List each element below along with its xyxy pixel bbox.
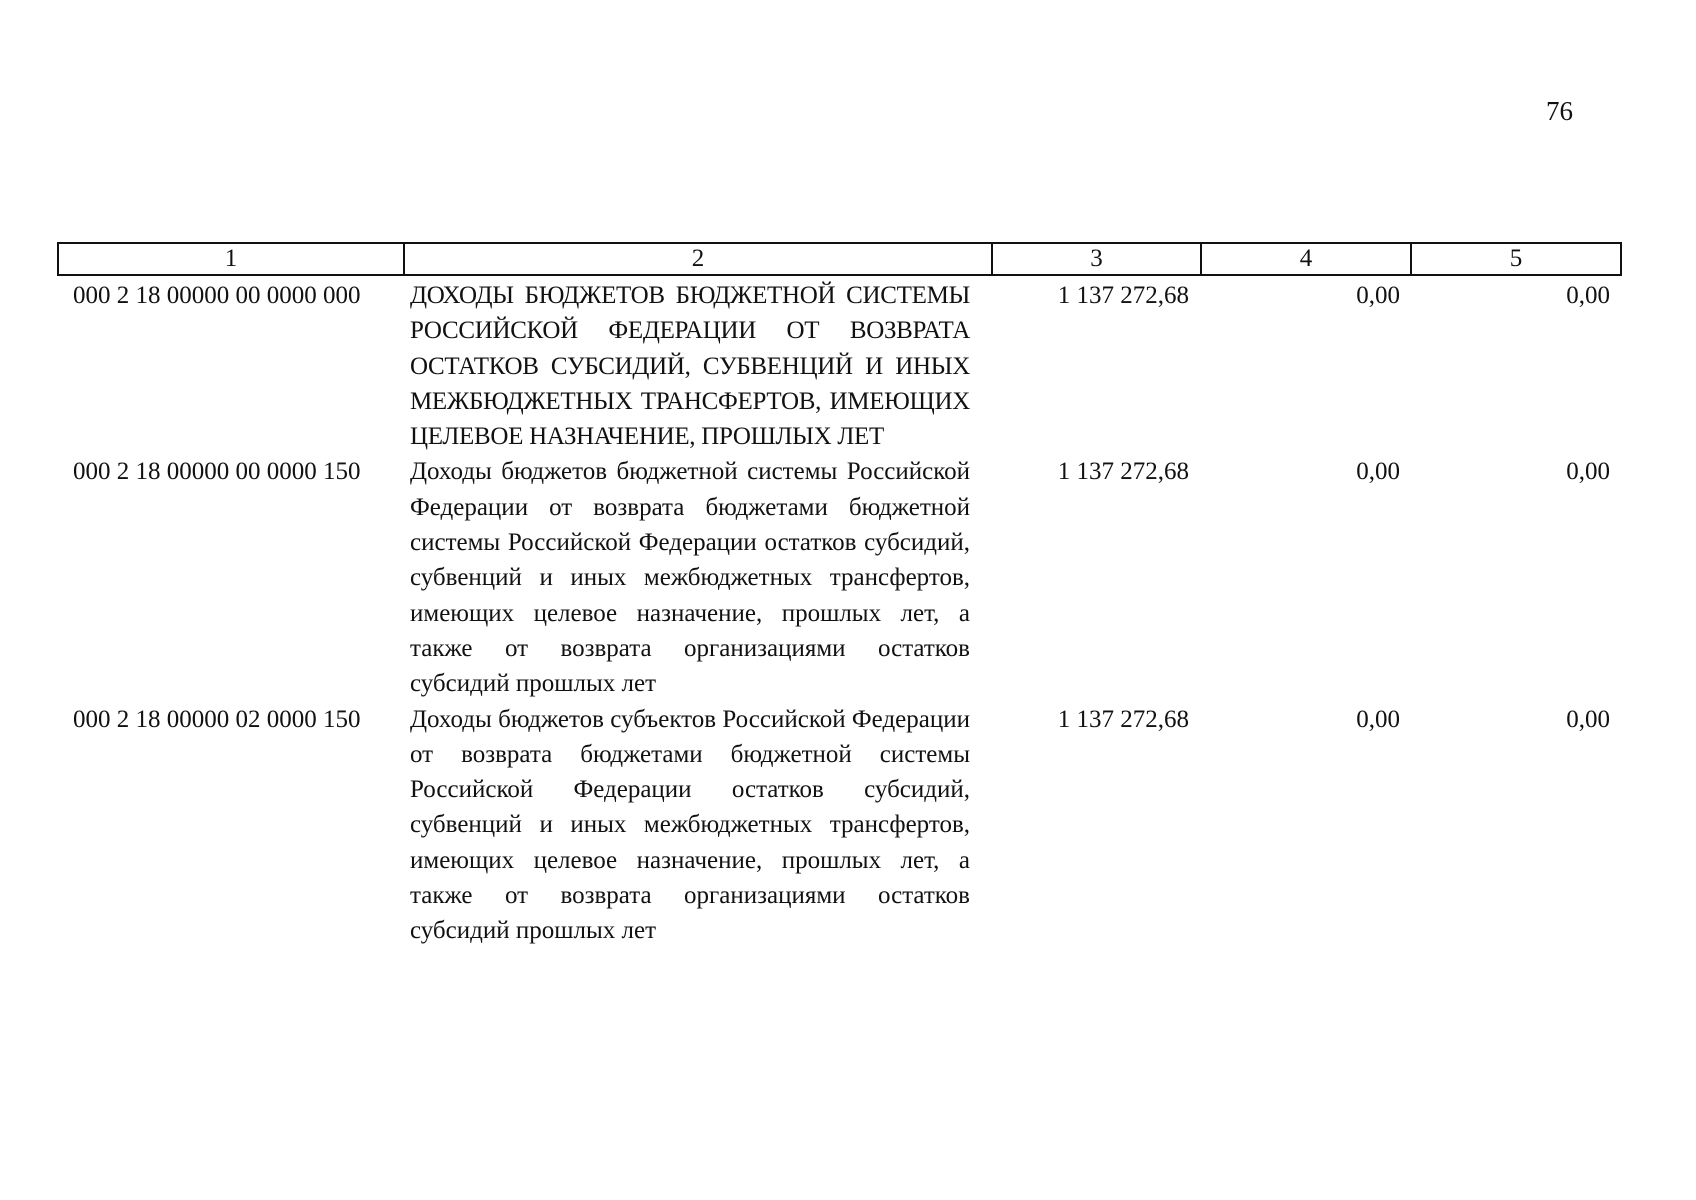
amount-col3-cell: 1 137 272,68 <box>1057 705 1189 733</box>
budget-code-cell: 000 2 18 00000 00 0000 150 <box>73 458 361 486</box>
amount-col5-cell: 0,00 <box>1566 282 1610 309</box>
amount-col5-cell: 0,00 <box>1566 705 1610 733</box>
column-header-3: 3 <box>992 243 1201 275</box>
column-header-2: 2 <box>404 243 992 275</box>
page-number: 76 <box>1546 96 1573 126</box>
column-header-4: 4 <box>1201 243 1411 275</box>
amount-col4-cell: 0,00 <box>1356 282 1400 309</box>
column-header-1: 1 <box>58 243 404 275</box>
table-header-row <box>58 243 1621 275</box>
income-name-cell: Доходы бюджетов бюджетной системы Российской Федерации от возврата бюджетами бюджетной системы Российской Федерации остатков субсидий, субвенций и иных межбюджетных трансфертов, имеющих целевое назначение, прошлых лет, а также от возврата организациями остатков субсидий прошлых лет <box>410 458 970 698</box>
column-header-5: 5 <box>1411 243 1621 275</box>
table-row <box>58 454 1621 701</box>
budget-code-cell: 000 2 18 00000 02 0000 150 <box>73 705 361 733</box>
amount-col4-cell: 0,00 <box>1356 458 1400 486</box>
amount-col4-cell: 0,00 <box>1356 705 1400 733</box>
budget-code-cell: 000 2 18 00000 00 0000 000 <box>73 282 361 309</box>
table-row <box>58 702 1621 949</box>
amount-col3-cell: 1 137 272,68 <box>1057 282 1189 309</box>
amount-col3-cell: 1 137 272,68 <box>1057 458 1189 486</box>
income-name-cell: Доходы бюджетов субъектов Российской Федерации от возврата бюджетами бюджетной системы Российской Федерации остатков субсидий, субвенций и иных межбюджетных трансфертов, имеющих целевое назначение, прошлых лет, а также от возврата организациями остатков субсидий прошлых лет <box>410 705 970 945</box>
table-row <box>58 275 1621 454</box>
budget-income-table <box>57 242 1622 949</box>
income-name-cell: ДОХОДЫ БЮДЖЕТОВ БЮДЖЕТНОЙ СИСТЕМЫ РОССИЙСКОЙ ФЕДЕРАЦИИ ОТ ВОЗВРАТА ОСТАТКОВ СУБСИДИЙ, СУБВЕНЦИЙ И ИНЫХ МЕЖБЮДЖЕТНЫХ ТРАНСФЕРТОВ, ИМЕЮЩИХ ЦЕЛЕВОЕ НАЗНАЧЕНИЕ, ПРОШЛЫХ ЛЕТ <box>410 282 970 451</box>
amount-col5-cell: 0,00 <box>1566 458 1610 486</box>
